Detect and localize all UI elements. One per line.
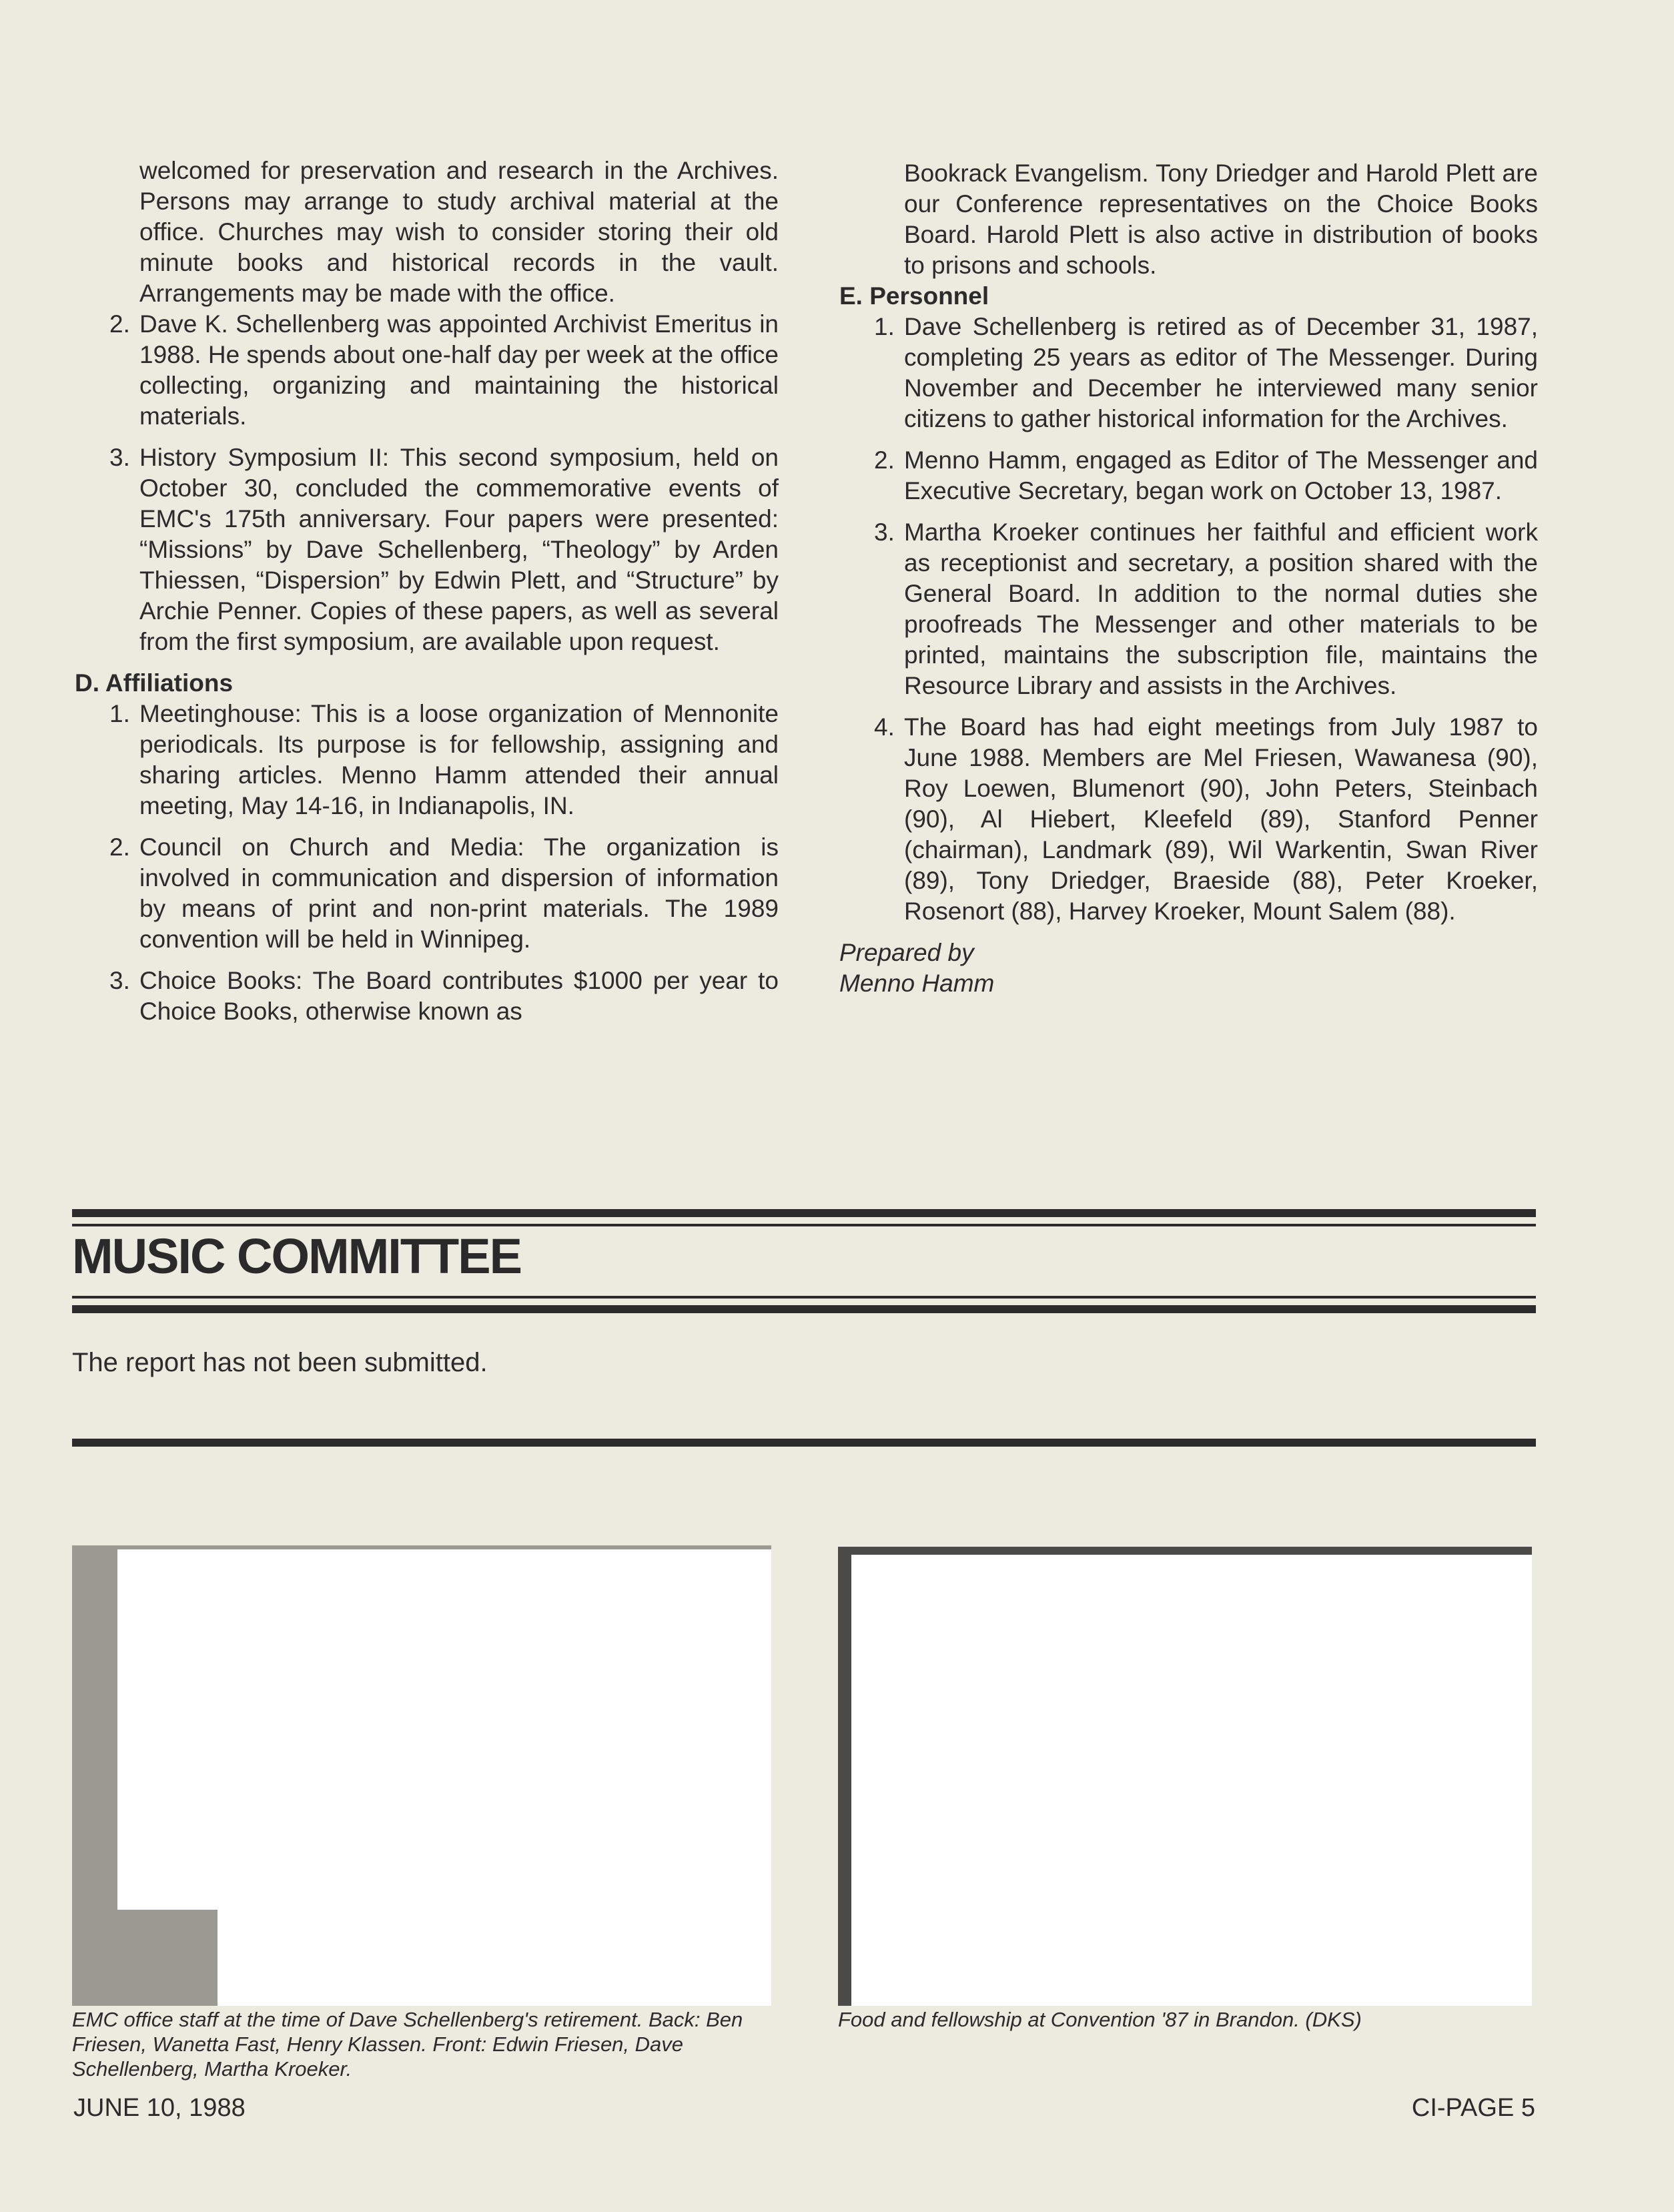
item-text: History Symposium II: This second symposium, held on October 30, concluded the commemorative events of EMC's 175th anniversary. Four papers were presented: “Missions” by Dave Schellenberg, “Theology” by Arden Thiessen, “Dispersion” by Edwin Plett, and “Structure” by Archie Penner. Copies of these papers, as well as several from the first symposium, are available upon request. <box>139 444 779 655</box>
music-committee-text: The report has not been submitted. <box>72 1348 488 1377</box>
bottom-rule-thick <box>72 1305 1536 1313</box>
item-text: Martha Kroeker continues her faithful and efficient work as receptionist and secretary, a position shared with the General Board. In addition to the normal duties she proofreads The Messenger and other materials to be printed, maintains the subscription file, maintains the Resource Library and assists in the Archives. <box>904 518 1538 699</box>
music-committee-title: MUSIC COMMITTEE <box>72 1228 521 1284</box>
item-number: 2. <box>109 310 130 338</box>
item-number: 1. <box>109 700 130 727</box>
bottom-rule-thin <box>72 1296 1536 1299</box>
right-column <box>839 158 1538 999</box>
item-number: 3. <box>874 518 895 546</box>
photo-left <box>117 1549 771 1910</box>
list-item <box>75 699 779 821</box>
footer-page-number: CI-PAGE 5 <box>1411 2094 1535 2122</box>
affiliations-heading: D. Affiliations <box>75 669 234 697</box>
item-text: Meetinghouse: This is a loose organization of Mennonite periodicals. Its purpose is for fellowship, assigning and sharing articles. Menno Hamm attended their annual meeting, May 14-16, in Indianapolis, IN. <box>139 700 779 819</box>
left-column <box>75 155 779 1038</box>
item-number: 3. <box>109 444 130 471</box>
item-number: 4. <box>874 713 895 741</box>
archives-paragraph-continuation: welcomed for preservation and research in the Archives. Persons may arrange to study archival material at the office. Churches may wish to consider storing their old minute books and historical records in the vault. Arrangements may be made with the office. <box>139 157 779 307</box>
personnel-heading: E. Personnel <box>839 282 989 310</box>
photo-left-caption: EMC office staff at the time of Dave Schellenberg's retirement. Back: Ben Friesen, Wanetta Fast, Henry Klassen. Front: Edwin Friesen, Dave Schellenberg, Martha Kroeker. <box>72 2008 743 2081</box>
photo-left-lower <box>218 1910 771 2006</box>
item-number: 2. <box>874 446 895 474</box>
choice-books-continuation: Bookrack Evangelism. Tony Driedger and Harold Plett are our Conference representatives on the Choice Books Board. Harold Plett is also active in distribution of books to prisons and schools. <box>904 159 1538 279</box>
item-number: 3. <box>109 967 130 994</box>
photo-right-caption: Food and fellowship at Convention '87 in Brandon. (DKS) <box>838 2008 1362 2031</box>
photo-right <box>851 1555 1532 2006</box>
list-item <box>839 712 1538 927</box>
item-text: Choice Books: The Board contributes $1000 per year to Choice Books, otherwise known as <box>139 967 779 1025</box>
top-rule-thin <box>72 1224 1536 1226</box>
list-item <box>839 312 1538 434</box>
list-item <box>839 517 1538 701</box>
list-item <box>75 442 779 657</box>
item-number: 2. <box>109 833 130 861</box>
prepared-by-name: Menno Hamm <box>839 970 995 997</box>
list-item <box>75 832 779 955</box>
item-number: 1. <box>874 313 895 340</box>
footer-date: JUNE 10, 1988 <box>73 2094 246 2122</box>
item-text: Dave K. Schellenberg was appointed Archivist Emeritus in 1988. He spends about one-half day per week at the office collecting, organizing and maintaining the historical materials. <box>139 310 779 430</box>
top-rule-thick <box>72 1209 1536 1217</box>
list-item <box>839 445 1538 506</box>
item-text: The Board has had eight meetings from July 1987 to June 1988. Members are Mel Friesen, Wawanesa (90), Roy Loewen, Blumenort (90), John Peters, Steinbach (90), Al Hiebert, Kleefeld (89), Stanford Penner (chairman), Landmark (89), Wil Warkentin, Swan River (89), Tony Driedger, Braeside (88), Peter Kroeker, Rosenort (88), Harvey Kroeker, Mount Salem (88). <box>904 713 1538 925</box>
section-divider-rule <box>72 1439 1536 1447</box>
item-text: Dave Schellenberg is retired as of December 31, 1987, completing 25 years as editor of The Messenger. During November and December he interviewed many senior citizens to gather historical information for the Archives. <box>904 313 1538 432</box>
item-text: Council on Church and Media: The organization is involved in communication and dispersion of information by means of print and non-print materials. The 1989 convention will be held in Winnipeg. <box>139 833 779 953</box>
item-text: Menno Hamm, engaged as Editor of The Messenger and Executive Secretary, began work on October 13, 1987. <box>904 446 1538 504</box>
prepared-by-label: Prepared by <box>839 939 974 966</box>
list-item <box>75 309 779 432</box>
list-item <box>75 966 779 1027</box>
